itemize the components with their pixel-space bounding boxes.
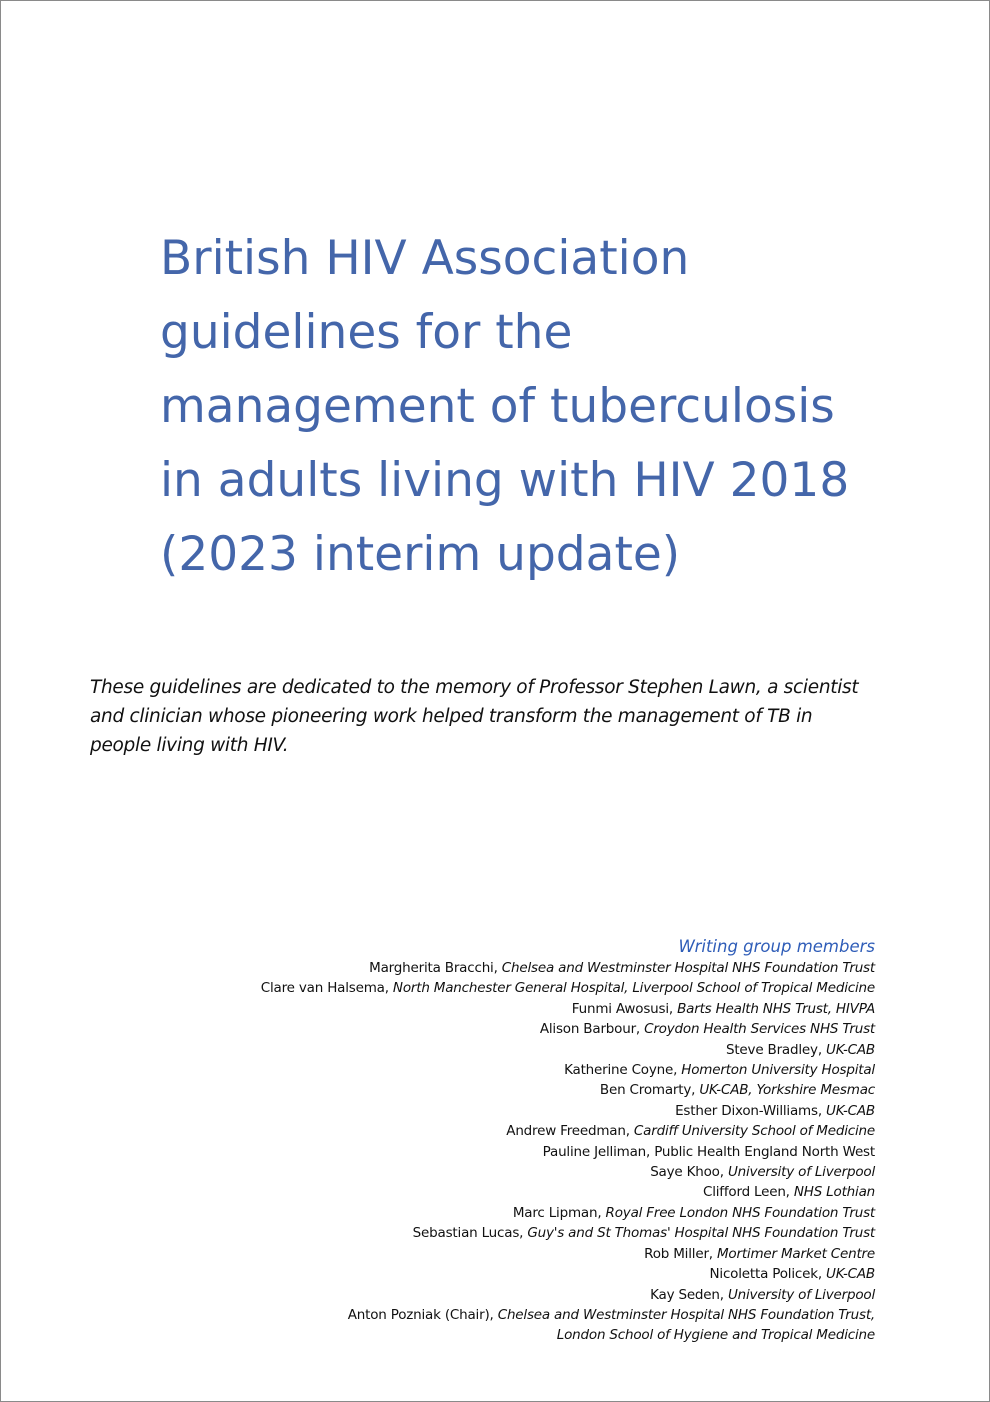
member-affiliation: Royal Free London NHS Foundation Trust xyxy=(605,1204,875,1221)
member-entry xyxy=(261,1264,875,1284)
member-affiliation: North Manchester General Hospital, Liverpool School of Tropical Medicine xyxy=(392,980,875,997)
member-name: Andrew Freedman, xyxy=(506,1123,634,1140)
writing-group-members xyxy=(261,936,875,1346)
member-name: Kay Seden, xyxy=(650,1286,728,1303)
dedication-line: people living with HIV. xyxy=(90,735,289,756)
member-name: Nicoletta Policek, xyxy=(709,1266,827,1283)
title-line: management of tuberculosis xyxy=(160,379,835,434)
member-name: Margherita Bracchi, xyxy=(369,960,502,976)
member-name: Ben Cromarty, xyxy=(599,1082,700,1099)
member-entry xyxy=(261,1285,875,1305)
member-affiliation: Chelsea and Westminster Hospital NHS Foundation Trust xyxy=(501,960,875,976)
member-entry xyxy=(261,978,875,998)
member-affiliation: University of Liverpool xyxy=(727,1164,875,1181)
member-affiliation: UK-CAB, Yorkshire Mesmac xyxy=(699,1082,875,1099)
title-line: (2023 interim update) xyxy=(160,527,681,582)
member-name: Alison Barbour, xyxy=(539,1021,645,1038)
member-name: Marc Lipman, xyxy=(512,1204,606,1221)
member-affiliation: University of Liverpool xyxy=(727,1286,875,1303)
document-title xyxy=(160,222,940,592)
dedication-line: and clinician whose pioneering work helped transform the management of TB in xyxy=(90,706,813,727)
member-entry xyxy=(261,1305,875,1325)
member-affiliation: Guy's and St Thomas' Hospital NHS Foundation Trust xyxy=(527,1225,875,1242)
member-entry xyxy=(261,1223,875,1243)
dedication-line: These guidelines are dedicated to the memory of Professor Stephen Lawn, a scientist xyxy=(90,677,859,698)
member-name: Esther Dixon-Williams, xyxy=(675,1102,827,1119)
member-name: Clare van Halsema, xyxy=(260,980,393,997)
member-entry xyxy=(261,1019,875,1039)
member-entry xyxy=(261,1060,875,1080)
member-entry xyxy=(261,958,875,978)
title-line: guidelines for the xyxy=(160,305,573,360)
member-affiliation: Cardiff University School of Medicine xyxy=(633,1123,875,1140)
member-entry xyxy=(261,1080,875,1100)
member-entry-continuation xyxy=(261,1325,875,1345)
member-entry xyxy=(261,999,875,1019)
member-entry xyxy=(261,1162,875,1182)
title-line: in adults living with HIV 2018 xyxy=(160,453,850,508)
member-affiliation: UK-CAB xyxy=(826,1102,875,1119)
member-affiliation: Croydon Health Services NHS Trust xyxy=(644,1021,875,1038)
member-name: Saye Khoo, xyxy=(650,1164,728,1181)
member-affiliation: Barts Health NHS Trust, HIVPA xyxy=(677,1000,875,1017)
member-name: Katherine Coyne, xyxy=(564,1062,682,1079)
member-affiliation: UK-CAB xyxy=(826,1041,875,1058)
member-entry xyxy=(261,1182,875,1202)
dedication-text xyxy=(90,673,910,760)
member-name: Pauline Jelliman, xyxy=(542,1143,655,1160)
member-affiliation: London School of Hygiene and Tropical Medicine xyxy=(556,1327,875,1344)
member-name: Steve Bradley, xyxy=(725,1041,827,1058)
member-affiliation: Mortimer Market Centre xyxy=(716,1245,875,1262)
member-name: Rob Miller, xyxy=(644,1245,717,1262)
member-affiliation: Public Health England North West xyxy=(654,1143,875,1160)
member-name: Sebastian Lucas, xyxy=(412,1225,528,1242)
member-name: Anton Pozniak (Chair), xyxy=(347,1306,498,1323)
member-entry xyxy=(261,1203,875,1223)
member-entry xyxy=(261,1244,875,1264)
member-affiliation: Chelsea and Westminster Hospital NHS Foundation Trust, xyxy=(497,1306,875,1323)
member-entry xyxy=(261,1121,875,1141)
member-entry xyxy=(261,1101,875,1121)
title-line: British HIV Association xyxy=(160,231,690,286)
member-affiliation: Homerton University Hospital xyxy=(681,1062,875,1079)
member-name: Funmi Awosusi, xyxy=(571,1000,678,1017)
member-affiliation: UK-CAB xyxy=(826,1266,875,1283)
member-affiliation: NHS Lothian xyxy=(793,1184,875,1201)
member-entry xyxy=(261,1040,875,1060)
member-name: Clifford Leen, xyxy=(702,1184,794,1201)
member-entry xyxy=(261,1142,875,1162)
writing-group-heading: Writing group members xyxy=(678,937,875,956)
